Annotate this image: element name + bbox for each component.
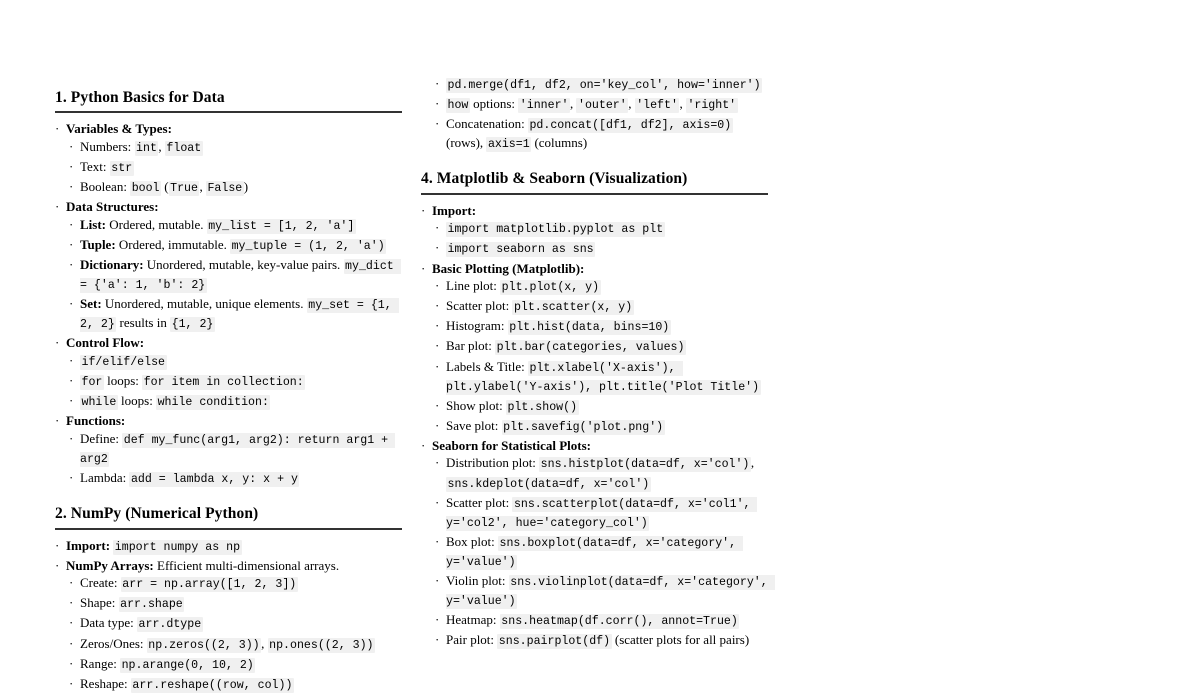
bullet-icon: · <box>435 96 440 112</box>
item-separator: , <box>569 96 577 112</box>
list-item <box>421 202 768 219</box>
item-label: Variables & Types: <box>66 121 172 137</box>
item-text: Range: <box>80 655 121 671</box>
two-column-layout <box>55 0 775 692</box>
list-item <box>435 494 768 532</box>
item-text: Violin plot: <box>446 573 509 589</box>
bullet-icon: · <box>69 236 74 252</box>
item-text: Line plot: <box>446 278 501 294</box>
list-item <box>55 412 402 429</box>
bullet-icon: · <box>435 397 440 413</box>
bullet-icon: · <box>421 437 426 453</box>
code-span: add = lambda x, y: x + y <box>130 473 298 487</box>
item-separator: , <box>750 455 755 471</box>
section-list-numpy <box>55 537 402 694</box>
list-item <box>435 397 768 416</box>
code-span: plt.hist(data, bins=10) <box>509 321 670 335</box>
bullet-icon: · <box>55 413 60 429</box>
list-item <box>69 178 402 197</box>
list-item <box>69 594 402 613</box>
item-separator: , <box>199 179 206 195</box>
bullet-icon: · <box>69 373 74 389</box>
bullet-icon: · <box>69 353 74 368</box>
item-bold: Import: <box>66 537 111 553</box>
bullet-icon: · <box>69 393 74 409</box>
list-item <box>421 260 768 277</box>
bullet-icon: · <box>435 298 440 314</box>
code-span: int <box>136 141 157 155</box>
item-text: Scatter plot: <box>446 494 513 510</box>
section-rule <box>421 193 768 195</box>
item-separator: , <box>158 138 165 154</box>
bullet-icon: · <box>69 675 74 691</box>
code-span: arr.reshape((row, col)) <box>132 678 293 692</box>
item-text: Box plot: <box>446 533 499 549</box>
item-separator: options: <box>469 96 519 112</box>
item-text: Zeros/Ones: <box>80 635 147 651</box>
code-span: for item in collection: <box>143 376 304 390</box>
code-span: bool <box>131 182 160 196</box>
list-item <box>69 256 402 294</box>
right-column <box>421 0 775 649</box>
list-item <box>69 675 402 694</box>
list-item <box>435 219 768 238</box>
item-text: Labels & Title: <box>446 358 528 374</box>
item-suffix: ) <box>243 179 249 195</box>
bullet-icon: · <box>435 338 440 354</box>
item-text: Ordered, immutable. <box>115 236 231 252</box>
code-span: arr.dtype <box>138 618 202 632</box>
item-text: Save plot: <box>446 417 502 433</box>
code-span: plt.scatter(x, y) <box>513 301 633 315</box>
bullet-icon: · <box>69 138 74 154</box>
sublist-viz-import <box>435 219 768 258</box>
bullet-icon: · <box>55 537 60 553</box>
sublist-control-flow <box>69 352 402 411</box>
code-span: 'left' <box>636 99 678 113</box>
list-item <box>435 239 768 258</box>
section-list-visualization <box>421 202 775 651</box>
list-item <box>435 115 768 153</box>
code-span: def my_func(arg1, arg2): return arg1 + arg2 <box>80 433 396 466</box>
bullet-icon: · <box>435 455 440 471</box>
bullet-icon: · <box>435 632 440 648</box>
list-item <box>435 337 768 356</box>
list-item <box>435 631 768 650</box>
code-span: np.arange(0, 10, 2) <box>121 658 254 672</box>
bullet-icon: · <box>435 318 440 334</box>
bullet-icon: · <box>69 470 74 486</box>
code-span: False <box>207 182 243 196</box>
code-span: 'right' <box>687 99 737 113</box>
item-separator: ( <box>161 179 169 195</box>
code-span: sns.scatterplot(data=df, x='col1', y='col2', hue='category_col') <box>446 497 758 530</box>
item-text: Data type: <box>80 615 138 631</box>
bullet-icon: · <box>435 220 440 236</box>
list-item <box>55 198 402 215</box>
item-text: Scatter plot: <box>446 298 513 314</box>
list-item <box>69 236 402 255</box>
code-span: while <box>81 396 117 410</box>
sublist-numpy-arrays <box>69 574 402 694</box>
bullet-icon: · <box>435 494 440 510</box>
code-span: for <box>81 376 103 390</box>
code-span: {1, 2} <box>171 318 214 332</box>
item-label: Functions: <box>66 413 126 429</box>
bullet-icon: · <box>435 533 440 549</box>
code-span: import numpy as np <box>114 540 241 554</box>
code-span: import matplotlib.pyplot as plt <box>447 223 664 237</box>
list-item <box>69 655 402 674</box>
item-text: Reshape: <box>80 675 131 691</box>
list-item <box>435 417 768 436</box>
bullet-icon: · <box>55 557 60 573</box>
bullet-icon: · <box>69 257 74 273</box>
code-span: sns.violinplot(data=df, x='category', y='value') <box>446 576 775 609</box>
code-span: np.ones((2, 3)) <box>269 638 374 652</box>
item-text: Efficient multi-dimensional arrays. <box>153 557 340 573</box>
code-span: plt.xlabel('X-axis'), plt.ylabel('Y-axis'), plt.title('Plot Title') <box>446 361 760 394</box>
list-item <box>435 297 768 316</box>
item-label: Control Flow: <box>66 335 145 351</box>
code-span: plt.plot(x, y) <box>501 281 600 295</box>
list-item <box>69 469 402 488</box>
item-text: Lambda: <box>80 470 130 486</box>
item-separator: (rows), <box>446 135 487 151</box>
code-span: 'outer' <box>577 99 627 113</box>
bullet-icon: · <box>69 615 74 631</box>
item-separator: loops: <box>103 373 143 389</box>
list-item <box>435 317 768 336</box>
list-item <box>69 295 402 333</box>
item-text: Unordered, mutable, key-value pairs. <box>143 257 344 273</box>
list-item <box>69 138 402 157</box>
code-span: 'inner' <box>519 99 569 113</box>
list-item <box>69 635 402 654</box>
item-separator: loops: <box>117 393 157 409</box>
code-span: pd.concat([df1, df2], axis=0) <box>529 119 732 133</box>
list-item <box>435 454 768 492</box>
sublist-pandas-merge-continued <box>435 75 768 153</box>
code-span: arr = np.array([1, 2, 3]) <box>122 578 297 592</box>
code-span: pd.merge(df1, df2, on='key_col', how='inner') <box>447 79 761 92</box>
list-item <box>69 392 402 411</box>
left-column <box>55 0 402 692</box>
bullet-icon: · <box>435 240 440 256</box>
item-label: Basic Plotting (Matplotlib): <box>432 260 585 276</box>
code-span: my_tuple = (1, 2, 'a') <box>231 239 385 253</box>
bullet-icon: · <box>421 260 426 276</box>
bullet-icon: · <box>69 216 74 232</box>
item-bold: Tuple: <box>80 236 116 252</box>
list-item <box>69 158 402 177</box>
item-text: Concatenation: <box>446 116 528 132</box>
bullet-icon: · <box>69 575 74 591</box>
list-item <box>435 277 768 296</box>
item-suffix: (scatter plots for all pairs) <box>611 632 750 648</box>
bullet-icon: · <box>435 358 440 374</box>
code-span: float <box>166 141 202 155</box>
bullet-icon: · <box>55 199 60 215</box>
code-span: True <box>170 182 198 196</box>
code-span: str <box>111 162 133 176</box>
item-text: Unordered, mutable, unique elements. <box>101 296 307 312</box>
bullet-icon: · <box>55 335 60 351</box>
bullet-icon: · <box>435 612 440 628</box>
bullet-icon: · <box>435 573 440 589</box>
bullet-icon: · <box>69 635 74 651</box>
item-label: Seaborn for Statistical Plots: <box>432 437 591 453</box>
list-item <box>55 537 402 556</box>
list-item <box>69 614 402 633</box>
list-item <box>55 120 402 137</box>
list-item <box>69 352 402 371</box>
sublist-functions <box>69 430 402 488</box>
item-separator: , <box>628 96 635 112</box>
item-bold: Set: <box>80 296 102 312</box>
list-item <box>55 334 402 351</box>
item-label: Data Structures: <box>66 199 159 215</box>
section-list-python-basics <box>55 120 402 488</box>
bullet-icon: · <box>435 116 440 132</box>
bullet-icon: · <box>69 159 74 175</box>
bullet-icon: · <box>69 655 74 671</box>
item-separator: , <box>261 635 268 651</box>
list-item <box>435 611 768 630</box>
item-text: Show plot: <box>446 397 506 413</box>
sublist-basic-plotting <box>435 277 768 436</box>
section-heading-numpy: 2. NumPy (Numerical Python) <box>55 505 259 523</box>
section-heading-matplotlib-seaborn: 4. Matplotlib & Seaborn (Visualization) <box>421 170 688 188</box>
item-text: Boolean: <box>80 179 131 195</box>
section-rule <box>55 528 402 530</box>
item-bold: Dictionary: <box>80 257 144 273</box>
bullet-icon: · <box>69 430 74 446</box>
bullet-icon: · <box>55 121 60 137</box>
item-text: Shape: <box>80 595 119 611</box>
list-item <box>435 95 768 114</box>
list-item <box>69 430 402 468</box>
item-suffix: (columns) <box>531 135 588 151</box>
code-span: sns.boxplot(data=df, x='category', y='value') <box>446 536 744 569</box>
code-span: axis=1 <box>487 138 530 152</box>
item-text: Histogram: <box>446 318 508 334</box>
list-item <box>435 572 775 610</box>
code-span: my_set = {1, 2, 2} <box>80 299 399 332</box>
bullet-icon: · <box>69 595 74 611</box>
list-item <box>435 75 768 94</box>
item-text: Bar plot: <box>446 338 496 354</box>
list-item <box>435 533 768 571</box>
item-text: Ordered, mutable. <box>106 216 207 232</box>
item-text: Heatmap: <box>446 612 500 628</box>
section-rule <box>55 111 402 113</box>
bullet-icon: · <box>69 296 74 312</box>
code-span: how <box>447 99 469 113</box>
item-text: Create: <box>80 575 121 591</box>
bullet-icon: · <box>69 179 74 195</box>
item-text: Distribution plot: <box>446 455 540 471</box>
bullet-icon: · <box>421 202 426 218</box>
list-item <box>421 437 768 454</box>
item-text: Pair plot: <box>446 632 498 648</box>
code-span: my_list = [1, 2, 'a'] <box>208 219 355 233</box>
list-item <box>69 372 402 391</box>
section-heading-python-basics: 1. Python Basics for Data <box>55 89 225 106</box>
list-item <box>69 216 402 235</box>
left-column-content <box>55 88 402 694</box>
item-separator: , <box>679 96 686 112</box>
sublist-variables-types <box>69 138 402 197</box>
bullet-icon: · <box>435 278 440 294</box>
code-span: sns.kdeplot(data=df, x='col') <box>447 477 650 491</box>
item-bold: List: <box>80 216 106 232</box>
item-text: Define: <box>80 430 123 446</box>
code-span: np.zeros((2, 3)) <box>148 638 260 652</box>
code-span: sns.heatmap(df.corr(), annot=True) <box>501 615 738 629</box>
item-separator: results in <box>116 315 171 331</box>
code-span: sns.pairplot(df) <box>498 635 611 649</box>
code-span: plt.bar(categories, values) <box>496 341 685 355</box>
code-span: my_dict = {'a': 1, 'b': 2} <box>80 260 401 293</box>
code-span: plt.show() <box>507 400 578 414</box>
item-text: Numbers: <box>80 138 135 154</box>
item-text: Text: <box>80 159 110 175</box>
sublist-data-structures <box>69 216 402 334</box>
sublist-seaborn-plots <box>435 454 775 650</box>
code-span: sns.histplot(data=df, x='col') <box>540 458 750 472</box>
right-column-content <box>421 75 775 650</box>
code-span: import seaborn as sns <box>447 243 594 257</box>
code-span: while condition: <box>157 396 269 410</box>
code-span: arr.shape <box>120 598 183 612</box>
item-label: Import: <box>432 202 477 218</box>
code-span: plt.savefig('plot.png') <box>503 420 664 434</box>
list-item <box>55 557 402 574</box>
bullet-icon: · <box>435 417 440 433</box>
list-item <box>435 358 768 396</box>
code-span: if/elif/else <box>81 356 165 369</box>
item-bold: NumPy Arrays: <box>66 557 154 573</box>
bullet-icon: · <box>435 76 440 91</box>
list-item <box>69 574 402 593</box>
